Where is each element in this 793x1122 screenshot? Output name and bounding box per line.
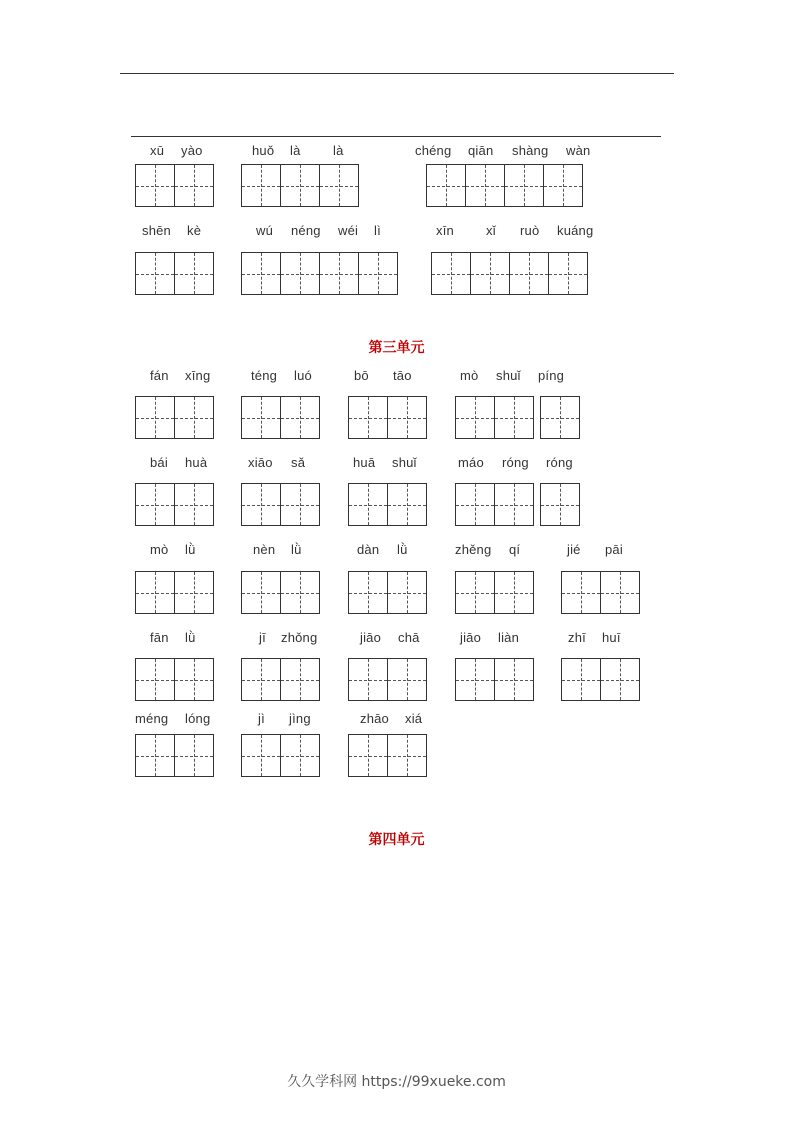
writing-grid[interactable] [135,571,214,614]
pinyin: là [333,143,344,158]
pinyin: xiāo [248,455,273,470]
pinyin: mò [460,368,479,383]
unit-title: 第四单元 [368,832,425,848]
pinyin: huā [353,455,376,470]
pinyin: shēn [142,223,171,238]
writing-grid[interactable] [348,571,427,614]
pinyin: wú [256,223,274,238]
pinyin: xiá [405,711,423,726]
writing-grid[interactable] [241,396,320,439]
pinyin: luó [294,368,312,383]
pinyin: là [290,143,301,158]
pinyin: liàn [498,630,520,645]
pinyin: xīng [185,368,211,383]
pinyin: huī [602,630,621,645]
unit-title: 第三单元 [368,340,425,356]
pinyin: mò [150,542,169,557]
pinyin: huà [185,455,208,470]
pinyin: kè [187,223,202,238]
writing-grid[interactable] [348,396,427,439]
pinyin: huǒ [252,143,275,158]
pinyin: néng [291,223,321,238]
pinyin: máo [458,455,484,470]
pinyin: wàn [566,143,591,158]
writing-grid[interactable] [561,571,640,614]
writing-grid[interactable] [135,734,214,777]
pinyin: lì [374,223,381,238]
writing-grid[interactable] [135,483,214,526]
writing-grid[interactable] [431,252,588,295]
writing-grid[interactable] [135,252,214,295]
pinyin: bō [354,368,369,383]
writing-grid[interactable] [561,658,640,701]
pinyin: jìng [289,711,311,726]
pinyin: nèn [253,542,276,557]
pinyin: chéng [415,143,452,158]
pinyin: bái [150,455,168,470]
header-rule [120,73,674,74]
writing-grid[interactable] [540,483,580,526]
pinyin: jiāo [460,630,482,645]
pinyin: pāi [605,542,623,557]
pinyin: wéi [338,223,359,238]
writing-grid[interactable] [348,734,427,777]
pinyin: tāo [393,368,412,383]
pinyin: ruò [520,223,540,238]
pinyin: kuáng [557,223,594,238]
section-rule [131,136,661,137]
pinyin: xū [150,143,165,158]
pinyin: shuǐ [392,455,417,470]
pinyin: qiān [468,143,494,158]
pinyin: qí [509,542,521,557]
pinyin: shuǐ [496,368,521,383]
pinyin: zhāo [360,711,389,726]
pinyin: xǐ [486,223,496,238]
pinyin: chā [398,630,420,645]
writing-grid[interactable] [426,164,583,207]
pinyin: yào [181,143,203,158]
writing-grid[interactable] [135,658,214,701]
pinyin: zhěng [455,542,492,557]
pinyin: lóng [185,711,211,726]
pinyin: zhǒng [281,630,318,645]
pinyin: jī [259,630,266,645]
writing-grid[interactable] [540,396,580,439]
pinyin: fān [150,630,169,645]
pinyin: téng [251,368,278,383]
writing-grid[interactable] [241,164,359,207]
pinyin: zhī [568,630,586,645]
writing-grid[interactable] [241,252,398,295]
pinyin: sǎ [291,455,306,470]
pinyin: méng [135,711,169,726]
pinyin: dàn [357,542,380,557]
writing-grid[interactable] [135,396,214,439]
pinyin: shàng [512,143,549,158]
writing-grid[interactable] [455,571,534,614]
writing-grid[interactable] [455,396,534,439]
pinyin: píng [538,368,565,383]
pinyin: jié [567,542,581,557]
pinyin: jiāo [360,630,382,645]
writing-grid[interactable] [241,658,320,701]
writing-grid[interactable] [455,483,534,526]
pinyin: róng [546,455,573,470]
writing-grid[interactable] [135,164,214,207]
pinyin: jì [258,711,265,726]
footer-watermark: 久久学科网 https://99xueke.com [287,1074,506,1090]
pinyin: lǜ [397,542,408,557]
pinyin: lǜ [185,542,196,557]
writing-grid[interactable] [348,658,427,701]
writing-grid[interactable] [241,571,320,614]
pinyin: róng [502,455,529,470]
writing-grid[interactable] [241,483,320,526]
writing-grid[interactable] [348,483,427,526]
writing-grid[interactable] [455,658,534,701]
pinyin: xīn [436,223,454,238]
pinyin: lǜ [291,542,302,557]
pinyin: lǜ [185,630,196,645]
pinyin: fán [150,368,169,383]
writing-grid[interactable] [241,734,320,777]
